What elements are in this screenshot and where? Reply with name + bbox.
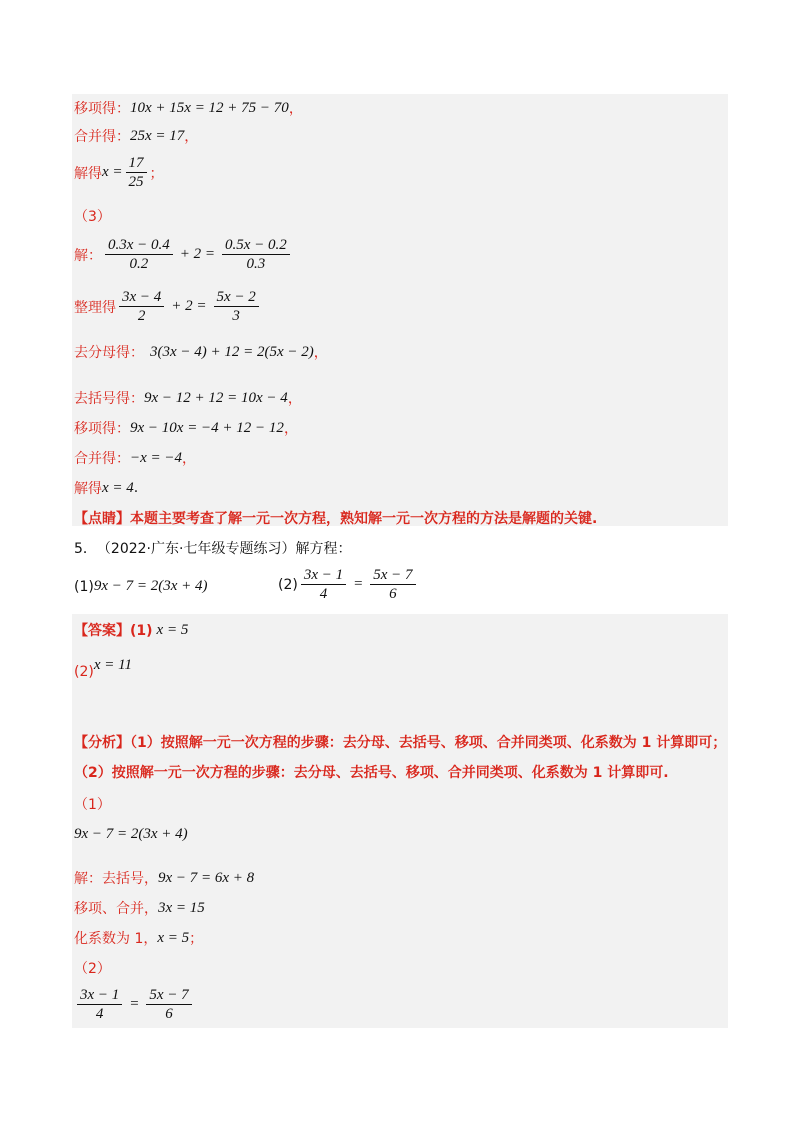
question-5-part-1: (1) 9x − 7 = 2(3x + 4)	[74, 578, 208, 595]
solution-step-coefficient: 化系数为 1， x = 5 ；	[74, 929, 204, 947]
fraction: $\frac{3x - 1}{4}$	[301, 566, 346, 603]
fraction: $\frac{0.3x - 0.4}{0.2}$	[105, 236, 173, 273]
fraction: $\frac{5x - 7}{6}$	[146, 986, 191, 1023]
step-3-combine: 合并得： −x = −4 ，	[74, 449, 197, 467]
question-5-header: 5． （2022·广东·七年级专题练习）解方程：	[74, 541, 352, 557]
step-3-simplify: 整理得 $\frac{3x - 4}{2}$ + 2 = $\frac{5x - 2}{3}$	[74, 288, 262, 325]
fraction: $\frac{5x - 7}{6}$	[370, 566, 415, 603]
step-3-move-terms: 移项得： 9x − 10x = −4 + 12 − 12 ，	[74, 419, 298, 437]
part-3-label: （3）	[74, 209, 111, 225]
step-move-terms-1: 移项得： 10x + 15x = 12 + 75 − 70 ，	[74, 99, 303, 117]
fraction: $\frac{3x - 4}{2}$	[119, 288, 164, 325]
solution-part-2-label: （2）	[74, 961, 111, 977]
step-3-start: 解： $\frac{0.3x - 0.4}{0.2}$ + 2 = $\frac{0.5x - 0.2}{0.3}$	[74, 236, 293, 273]
step-3-clear-denominators: 去分母得： 3(3x − 4) + 12 = 2(5x − 2) ，	[74, 343, 328, 361]
step-solve-1: 解得 x = $\frac{17}{25}$ ；	[74, 155, 164, 190]
solution-step-combine: 移项、合并， 3x = 15	[74, 899, 205, 917]
analysis-line-2: （2）按照解一元一次方程的步骤：去分母、去括号、移项、合并同类项、化系数为 1 计算即可.	[74, 765, 669, 781]
question-5-part-2: (2) $\frac{3x - 1}{4}$ = $\frac{5x - 7}{6}$	[278, 566, 419, 603]
fraction: $\frac{5x - 2}{3}$	[214, 288, 259, 325]
solution-part-2-equation: $\frac{3x - 1}{4}$ = $\frac{5x - 7}{6}$	[74, 986, 195, 1023]
answer-part-2: (2) x = 11	[74, 656, 133, 680]
step-3-result: 解得 x = 4 .	[74, 479, 139, 497]
step-combine-1: 合并得： 25x = 17 ，	[74, 127, 199, 145]
solution-step-brackets: 解：去括号， 9x − 7 = 6x + 8	[74, 869, 255, 887]
fraction: $\frac{3x - 1}{4}$	[77, 986, 122, 1023]
analysis-line-1: 【分析】（1）按照解一元一次方程的步骤：去分母、去括号、移项、合并同类项、化系数为 1 计算即可；	[74, 735, 727, 751]
solution-part-1-equation: 9x − 7 = 2(3x + 4)	[74, 826, 188, 842]
answer-panel	[72, 614, 728, 1028]
answer-part-1: 【答案】(1) x = 5	[74, 621, 189, 639]
solution-part-1-label: （1）	[74, 797, 111, 813]
fraction: $\frac{17}{25}$	[126, 154, 147, 191]
fraction: $\frac{0.5x - 0.2}{0.3}$	[222, 236, 290, 273]
step-3-remove-brackets: 去括号得： 9x − 12 + 12 = 10x − 4 ，	[74, 389, 302, 407]
key-point-comment: 【点睛】本题主要考查了解一元一次方程，熟知解一元一次方程的方法是解题的关键.	[74, 511, 598, 527]
